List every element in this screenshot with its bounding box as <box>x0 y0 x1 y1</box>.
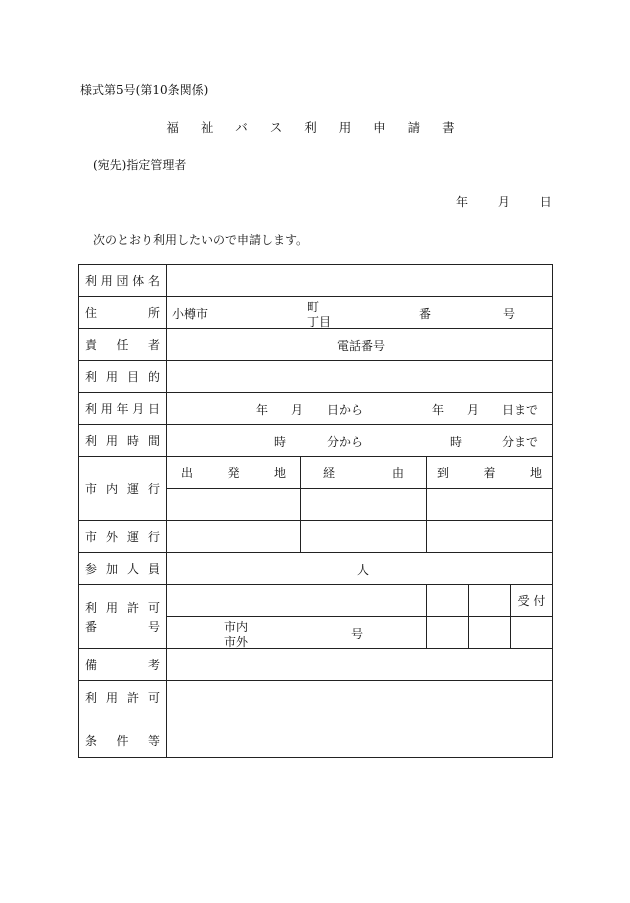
date-from-day: 日から <box>327 403 364 417</box>
org-name-label: 利 用 団 体 名 <box>79 265 167 297</box>
responsible-label: 責 任 者 <box>79 329 167 361</box>
receipt-cell <box>511 585 553 617</box>
row-org-name <box>79 265 553 297</box>
address-ban: 番 <box>419 307 432 321</box>
remarks-label: 備 考 <box>79 649 167 681</box>
participants-unit: 人 <box>357 563 370 577</box>
row-purpose <box>79 361 553 393</box>
use-date-label: 利 用 年 月 日 <box>79 393 167 425</box>
permit-stamp-1[interactable] <box>427 585 469 617</box>
responsible-field[interactable] <box>167 329 553 361</box>
out-city-departure-field[interactable] <box>167 521 301 553</box>
in-city-arrival-field[interactable] <box>427 489 553 521</box>
permit-number-field[interactable] <box>167 617 427 649</box>
out-city-label: 市 外 運 行 <box>79 521 167 553</box>
address-cho: 町 <box>307 300 320 314</box>
permit-top-field[interactable] <box>167 585 427 617</box>
form-title: 福 祉 バ ス 利 用 申 請 書 <box>166 120 464 135</box>
addressee: (宛先)指定管理者 <box>93 158 187 172</box>
date-to-month: 月 <box>467 403 480 417</box>
row-remarks <box>79 649 553 681</box>
participants-label: 参 加 人 員 <box>79 553 167 585</box>
out-city-arrival-field[interactable] <box>427 521 553 553</box>
use-time-label: 利 用 時 間 <box>79 425 167 457</box>
via-header: 経 由 <box>301 457 427 489</box>
departure-header: 出 発 地 <box>167 457 301 489</box>
participants-field[interactable] <box>167 553 553 585</box>
phone-label: 電話番号 <box>337 339 386 353</box>
form-number: 様式第5号(第10条関係) <box>80 83 209 97</box>
row-conditions <box>79 681 553 758</box>
in-city-label: 市 内 運 行 <box>79 457 167 521</box>
permit-in-city: 市内 <box>224 620 249 634</box>
date-from-year: 年 <box>256 403 269 417</box>
address-chome: 丁目 <box>307 315 332 329</box>
address-go: 号 <box>503 307 516 321</box>
intro-text: 次のとおり利用したいので申請します。 <box>93 233 309 247</box>
receipt-label: 受 付 <box>517 594 546 608</box>
row-in-city-header <box>79 457 553 489</box>
time-to-minute: 分まで <box>502 435 539 449</box>
use-date-field[interactable] <box>167 393 553 425</box>
conditions-field[interactable] <box>167 681 553 758</box>
in-city-departure-field[interactable] <box>167 489 301 521</box>
row-use-date <box>79 393 553 425</box>
remarks-field[interactable] <box>167 649 553 681</box>
date-year: 年 <box>456 195 469 209</box>
purpose-label: 利 用 目 的 <box>79 361 167 393</box>
row-responsible <box>79 329 553 361</box>
row-permit-top <box>79 585 553 617</box>
conditions-label: 利 用 許 可 条 件 等 <box>79 681 167 758</box>
application-table <box>78 264 553 758</box>
out-city-via-field[interactable] <box>301 521 427 553</box>
row-use-time <box>79 425 553 457</box>
address-field[interactable] <box>167 297 553 329</box>
arrival-header: 到 着 地 <box>427 457 553 489</box>
date-to-day: 日まで <box>502 403 539 417</box>
permit-number-label: 利 用 許 可 番 号 <box>79 585 167 649</box>
row-participants <box>79 553 553 585</box>
time-to-hour: 時 <box>450 435 463 449</box>
permit-out-city: 市外 <box>224 635 249 649</box>
address-city: 小樽市 <box>172 307 209 321</box>
address-label: 住 所 <box>79 297 167 329</box>
time-from-minute: 分から <box>327 435 364 449</box>
in-city-via-field[interactable] <box>301 489 427 521</box>
time-from-hour: 時 <box>274 435 287 449</box>
date-month: 月 <box>497 195 510 209</box>
row-out-city <box>79 521 553 553</box>
permit-stamp-3[interactable] <box>427 617 469 649</box>
permit-go: 号 <box>351 627 364 641</box>
date-from-month: 月 <box>291 403 304 417</box>
org-name-field[interactable] <box>167 265 553 297</box>
date-to-year: 年 <box>432 403 445 417</box>
use-time-field[interactable] <box>167 425 553 457</box>
permit-stamp-2[interactable] <box>469 585 511 617</box>
permit-stamp-4[interactable] <box>469 617 511 649</box>
row-address <box>79 297 553 329</box>
receipt-stamp[interactable] <box>511 617 553 649</box>
purpose-field[interactable] <box>167 361 553 393</box>
application-date <box>456 193 552 210</box>
date-day: 日 <box>539 195 552 209</box>
